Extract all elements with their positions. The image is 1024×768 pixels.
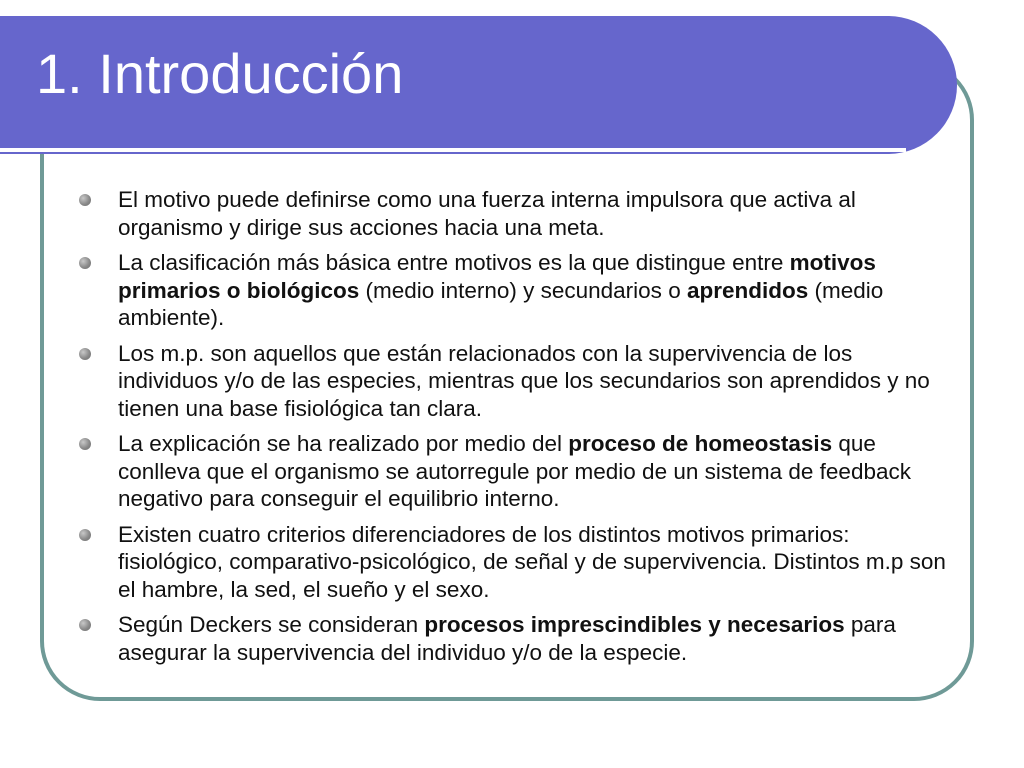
bullet-text-part: Existen cuatro criterios diferenciadores de los distintos motivos primarios: fisiológico, comparativo-psicológico, de señal y de supervivencia. Distintos m.p son el hambre, la sed, el sueño y el sexo. [118, 521, 946, 602]
title-underline [0, 148, 906, 152]
bullet-text-part: que conlleva que el organismo se autorregule por medio de un sistema de feedback negativo para conseguir el equilibrio interno. [118, 431, 911, 511]
bullet-text-bold: motivos primarios o biológicos [118, 250, 876, 303]
bullet-text [118, 250, 883, 330]
bullet-item [76, 340, 956, 423]
bullet-text [118, 341, 930, 421]
bullet-item [76, 249, 956, 332]
bullet-list [76, 186, 956, 674]
bullet-text [118, 612, 896, 665]
bullet-text [118, 522, 946, 602]
bullet-text-part: La clasificación más básica entre motivos es la que distingue entre [118, 250, 790, 275]
bullet-item [76, 521, 956, 604]
bullet-item [76, 611, 956, 666]
bullet-text-part: El motivo puede definirse como una fuerza interna impulsora que activa al organismo y dirige sus acciones hacia una meta. [118, 187, 856, 240]
bullet-dot-icon [79, 438, 91, 450]
bullet-item [76, 186, 956, 241]
bullet-text-part: (medio ambiente). [118, 277, 884, 330]
bullet-text [118, 431, 911, 511]
bullet-dot-icon [79, 348, 91, 360]
bullet-text-bold: proceso de homeostasis [568, 431, 833, 456]
bullet-text-part: La explicación se ha realizado por medio del [118, 431, 569, 456]
bullet-text-bold: procesos imprescindibles y necesarios [424, 612, 845, 637]
bullet-dot-icon [79, 529, 91, 541]
bullet-dot-icon [79, 257, 91, 269]
bullet-text-part: Según Deckers se consideran [118, 612, 425, 637]
slide-title: 1. Introducción [36, 42, 404, 105]
bullet-item [76, 430, 956, 513]
bullet-text-bold: aprendidos [686, 277, 809, 303]
bullet-text-part: (medio interno) y secundarios o [359, 277, 687, 303]
bullet-text-part: Los m.p. son aquellos que están relacionados con la supervivencia de los individuos y/o de las especies, mientras que los secundarios son aprendidos y no tienen una base fisiológica tan clara. [118, 340, 930, 421]
bullet-dot-icon [79, 619, 91, 631]
bullet-text-part: para asegurar la supervivencia del individuo y/o de la especie. [118, 612, 896, 665]
bullet-dot-icon [79, 194, 91, 206]
bullet-text [118, 187, 856, 240]
